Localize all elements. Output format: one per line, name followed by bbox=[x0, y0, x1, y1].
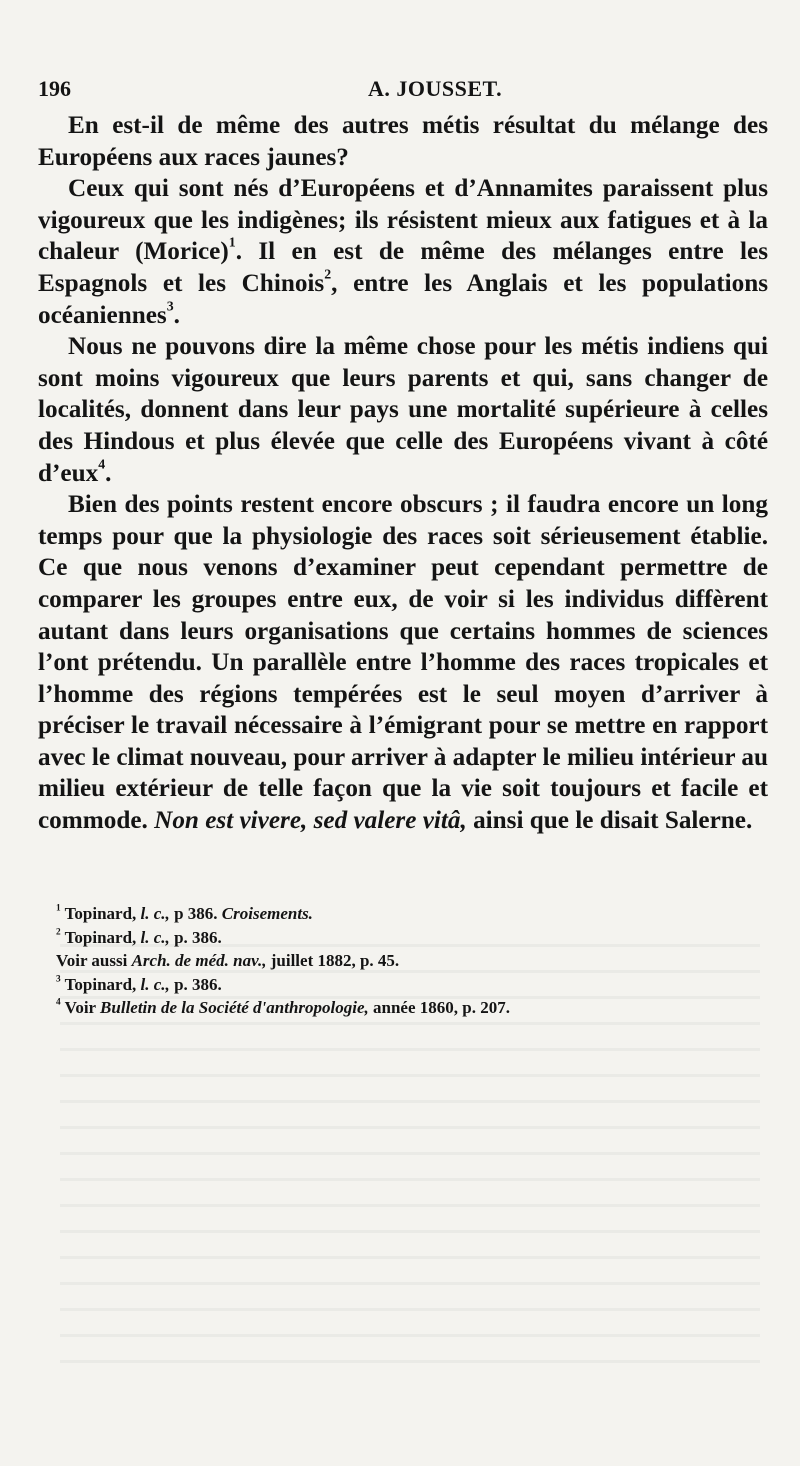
footnote-text: p. 386. bbox=[169, 974, 222, 994]
footnote-mark: 2 bbox=[56, 927, 61, 938]
footnote-reference: 4 bbox=[98, 456, 106, 472]
footnote bbox=[56, 926, 756, 950]
footnote-reference: 1 bbox=[228, 234, 236, 250]
italic-phrase: Non est vivere, sed valere vitâ, bbox=[154, 807, 467, 835]
paragraph bbox=[38, 173, 768, 331]
text-run: . bbox=[173, 301, 180, 329]
text-run: Nous ne pouvons dire la même chose pour les métis indiens qui sont moins vigoureux que leurs parents et qui, sans changer de localités, donnent dans leur pays une mortalité supérieure à celles des Hindous et plus élevée que celle des Européens vivant à côté d’eux bbox=[38, 333, 768, 487]
text-run: Ceux qui sont nés d’Européens et d’Annamites paraissent plus vigoureux que les indigènes; ils résistent mieux aux fatigues et à la chaleur (Morice) bbox=[38, 175, 768, 266]
footnote-text: année 1860, p. 207. bbox=[368, 998, 510, 1017]
citation-title: Croisements. bbox=[221, 904, 313, 923]
body-text bbox=[38, 110, 768, 837]
text-run: En est-il de même des autres métis résultat du mélange des Européens aux races jaunes? bbox=[38, 112, 768, 171]
footnote-text: Topinard, bbox=[60, 904, 141, 923]
footnote-text: p 386. bbox=[169, 904, 222, 923]
footnote-text: Voir aussi bbox=[56, 951, 132, 970]
citation-title: l. c., bbox=[140, 904, 170, 923]
footnote-text: p. 386. bbox=[169, 927, 222, 947]
paragraph bbox=[38, 489, 768, 837]
text-run: , entre les Anglais et les populations océaniennes bbox=[38, 269, 768, 329]
footnotes bbox=[56, 902, 756, 1020]
text-run: . bbox=[105, 459, 112, 487]
text-run: . Il en est de même des mélanges entre les Espagnols et les Chinois bbox=[38, 238, 768, 297]
footnote-mark: 1 bbox=[56, 903, 61, 914]
citation-title: Arch. de méd. nav., bbox=[131, 951, 267, 970]
citation-title: l. c., bbox=[140, 974, 170, 994]
paragraph bbox=[38, 110, 768, 173]
footnote-reference: 3 bbox=[166, 298, 174, 314]
text-run: Bien des points restent encore obscurs ; il faudra encore un long temps pour que la physiologie des races soit sérieusement établie. Ce que nous venons d’examiner peut cependant permettre de comparer les groupes entre eux, de voir si les individus diffèrent autant dans leurs organisations que certains hommes de sciences l’ont prétendu. Un parallèle entre l’homme des races tropicales et l’homme des régions tempérées est le seul moyen d’arriver à préciser le travail nécessaire à l’émigrant pour se mettre en rapport avec le climat nouveau, pour arriver à adapter le milieu intérieur au milieu extérieur de telle façon que la vie soit toujours et facile et commode. bbox=[38, 491, 768, 835]
citation-title: Bulletin de la Société d'anthropologie, bbox=[100, 998, 369, 1017]
paragraph bbox=[38, 331, 768, 489]
text-run: ainsi que le disait Salerne. bbox=[466, 807, 753, 835]
footnote-reference: 2 bbox=[324, 266, 332, 282]
footnote-mark: 3 bbox=[56, 974, 61, 985]
page-header bbox=[38, 76, 760, 104]
footnote-text: Voir bbox=[60, 998, 101, 1017]
footnote-text: Topinard, bbox=[60, 927, 141, 947]
footnote bbox=[56, 902, 756, 926]
running-title: A. JOUSSET. bbox=[368, 76, 503, 101]
footnote-text: Topinard, bbox=[60, 974, 141, 994]
footnote bbox=[56, 949, 756, 973]
footnote bbox=[56, 973, 756, 997]
footnote-mark: 4 bbox=[56, 997, 61, 1008]
citation-title: l. c., bbox=[140, 927, 170, 947]
footnote-text: juillet 1882, p. 45. bbox=[266, 951, 400, 970]
footnote bbox=[56, 996, 756, 1020]
page-number: 196 bbox=[38, 76, 71, 101]
